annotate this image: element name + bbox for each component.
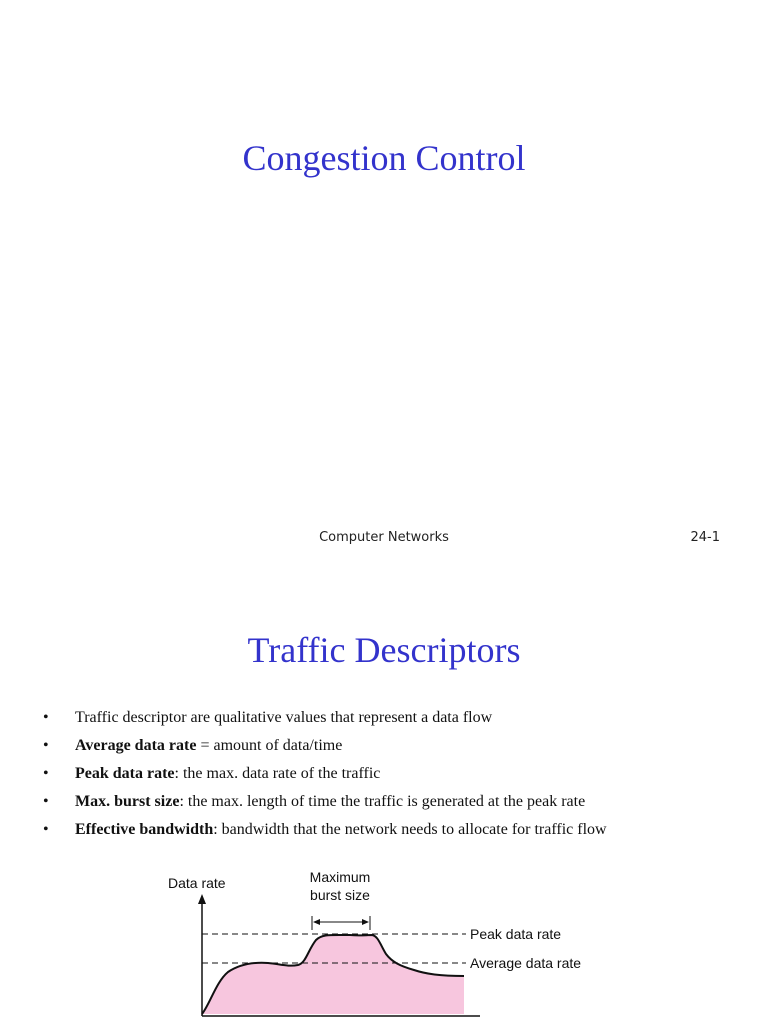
bullet-term: Max. burst size xyxy=(75,793,180,810)
bullet-text: : the max. length of time the traffic is generated at the peak rate xyxy=(179,793,586,810)
footer-course-name: Computer Networks xyxy=(319,530,449,545)
burst-label-line2: burst size xyxy=(310,887,370,903)
bullet-item xyxy=(40,788,740,816)
bullet-dot: • xyxy=(43,821,49,838)
y-axis-arrow xyxy=(198,894,206,904)
burst-arrow-right xyxy=(362,919,369,925)
bullet-dot: • xyxy=(43,709,49,726)
bullet-term: Effective bandwidth xyxy=(75,821,214,838)
slide-title: Congestion Control xyxy=(242,138,526,178)
bullet-term: Peak data rate xyxy=(75,765,175,782)
bullet-term: Average data rate xyxy=(75,737,197,754)
bullet-text: = amount of data/time xyxy=(196,737,343,754)
bullet-list xyxy=(40,704,740,844)
footer-page-number: 24-1 xyxy=(690,530,720,545)
bullet-text: : the max. data rate of the traffic xyxy=(174,765,381,782)
burst-arrow-left xyxy=(313,919,320,925)
traffic-diagram-svg xyxy=(150,864,610,1024)
bullet-item xyxy=(40,704,740,732)
bullet-dot: • xyxy=(43,793,49,810)
burst-label-line1: Maximum xyxy=(309,869,371,885)
slide-title: Traffic Descriptors xyxy=(247,630,521,670)
y-axis-label: Data rate xyxy=(168,875,226,891)
bullet-text: : bandwidth that the network needs to allocate for traffic flow xyxy=(213,821,607,838)
traffic-area xyxy=(202,935,464,1014)
bullet-item xyxy=(40,816,740,844)
bullet-text: Traffic descriptor are qualitative values that represent a data flow xyxy=(75,709,493,726)
slide-traffic-descriptors xyxy=(0,568,768,1024)
average-rate-label: Average data rate xyxy=(470,955,582,971)
traffic-diagram xyxy=(150,864,610,1024)
bullet-dot: • xyxy=(43,737,49,754)
bullet-item xyxy=(40,732,740,760)
bullet-item xyxy=(40,760,740,788)
bullet-dot: • xyxy=(43,765,49,782)
peak-rate-label: Peak data rate xyxy=(470,926,562,942)
